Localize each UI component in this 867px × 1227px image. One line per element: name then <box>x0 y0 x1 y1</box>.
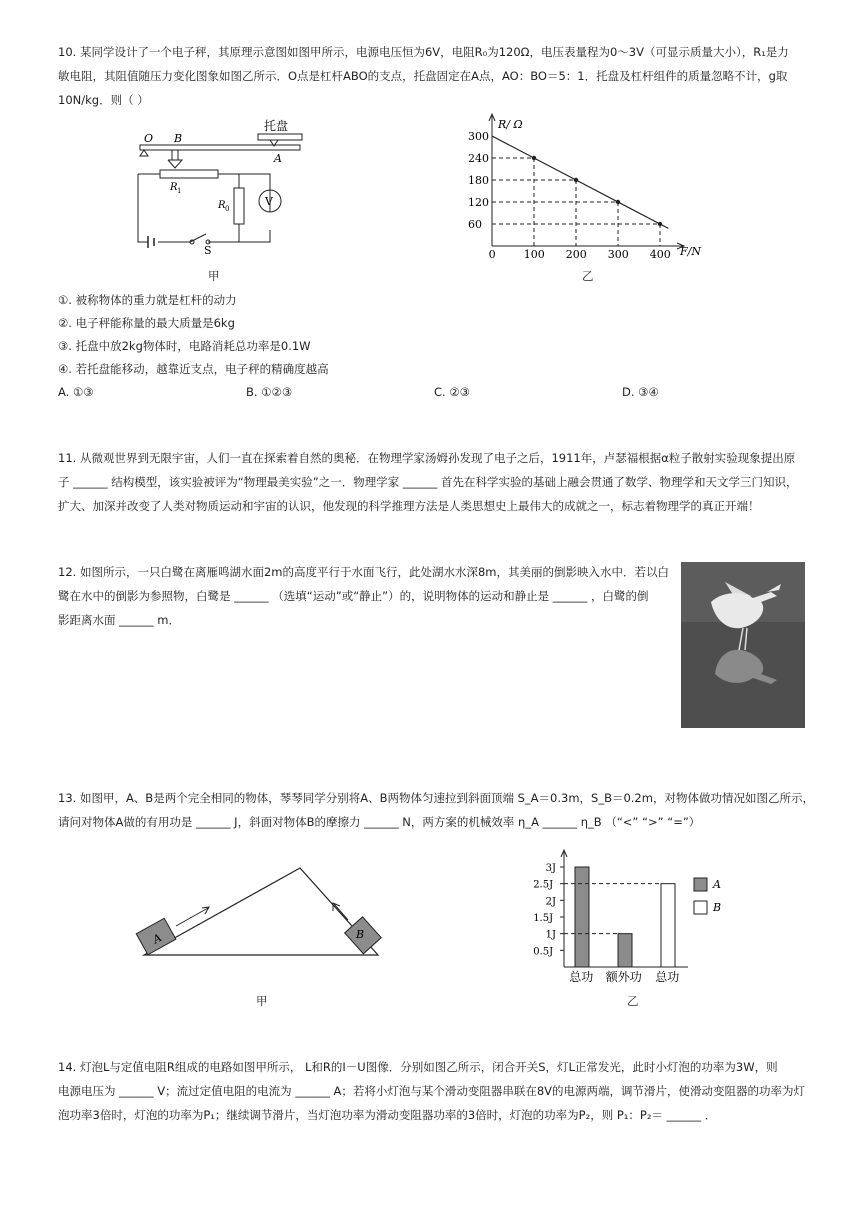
q13-incline-diagram <box>130 860 390 970</box>
label-a: A <box>274 152 282 165</box>
legend-swatch-a <box>694 878 707 891</box>
arrow-b <box>334 904 348 920</box>
bar <box>575 867 589 967</box>
x-tick-label: 额外功 <box>605 970 642 984</box>
label-r0: R <box>218 200 226 211</box>
q12-line-1: 12. 如图所示，一只白鹭在离雁鸣湖水面2m的高度平行于水面飞行，此处湖水水深8m，其美丽的倒影映入水中．若以白 <box>58 565 669 579</box>
data-point <box>532 156 536 160</box>
y-tick-label: 3J <box>545 863 556 874</box>
q10-statement-3: ③. 托盘中放2kg物体时，电路消耗总功率是0.1W <box>58 339 311 353</box>
tray-plate <box>258 134 302 140</box>
q14-line-2: 电源电压为 ______ V；流过定值电阻的电流为 ______ A；若将小灯泡与某个滑动变阻器串联在8V的电源两端，调节滑片，使滑动变阻器的功率为灯 <box>58 1084 806 1098</box>
y-tick-label: 1.5J <box>533 913 554 924</box>
data-point <box>658 222 662 226</box>
q10-fig-jia-caption: 甲 <box>208 269 220 283</box>
y-axis-label: R/ Ω <box>498 118 523 131</box>
y-tick-label: 180 <box>468 174 489 187</box>
q10-line-2: 敏电阻，其阻值随压力变化图象如图乙所示．O点是杠杆ABO的支点，托盘固定在A点，AO：BO＝5：1．托盘及杠杆组件的质量忽略不计，g取 <box>58 69 788 83</box>
q10-option-b[interactable]: B. ①②③ <box>246 385 293 399</box>
x-tick-label: 400 <box>649 248 671 261</box>
label-r1: R <box>170 182 178 193</box>
r0-resistor <box>234 188 244 224</box>
q10-statement-1: ①. 被称物体的重力就是杠杆的动力 <box>58 293 237 307</box>
series-line <box>492 136 668 228</box>
y-tick-label: 60 <box>468 218 482 231</box>
circuit-wires <box>138 170 270 242</box>
block-a-label: A <box>150 931 164 947</box>
x-tick-label: 总功 <box>655 970 680 984</box>
label-r1-sub: 1 <box>177 187 182 195</box>
q11-line-3: 扩大、加深并改变了人类对物质运动和宇宙的认识，他发现的科学推理方法是人类思想史上最伟大的成就之一，标志着物理学的真正开端！ <box>58 499 760 513</box>
switch-blade <box>190 234 206 242</box>
q11-line-1: 11. 从微观世界到无限宇宙，人们一直在探索着自然的奥秘．在物理学家汤姆孙发现了电子之后，1911年，卢瑟福根据α粒子散射实验现象提出原 <box>58 451 796 465</box>
label-r0-sub: 0 <box>225 205 230 213</box>
q10-option-c[interactable]: C. ②③ <box>434 385 470 399</box>
guide-line <box>492 224 660 246</box>
q13-fig-yi-caption: 乙 <box>627 994 639 1008</box>
data-point <box>574 178 578 182</box>
legend-swatch-b <box>694 901 707 914</box>
label-voltmeter: V <box>265 195 273 208</box>
q10-line-3: 10N/kg．则（ ） <box>58 93 149 107</box>
q13-work-chart <box>520 850 760 990</box>
label-tray: 托盘 <box>264 119 289 133</box>
q10-option-a[interactable]: A. ①③ <box>58 385 94 399</box>
label-b: B <box>174 132 183 145</box>
pivot-triangle <box>140 150 148 156</box>
egret-photo <box>681 562 805 728</box>
y-tick-label: 2J <box>545 896 556 908</box>
q12-line-3: 影距离水面 ______ m． <box>58 613 181 627</box>
q14-line-1: 14. 灯泡L与定值电阻R组成的电路如图甲所示， L和R的I－U图像．分别如图乙所示，闭合开关S，灯L正常发光，此时小灯泡的功率为3W，则 <box>58 1060 778 1074</box>
block-b-label: B <box>356 928 365 941</box>
q10-statement-4: ④. 若托盘能移动，越靠近支点，电子秤的精确度越高 <box>58 362 329 376</box>
bar <box>618 934 632 967</box>
q10-fig-yi-caption: 乙 <box>582 269 594 283</box>
egret-illustration <box>681 562 805 728</box>
q10-circuit-diagram <box>130 112 310 272</box>
data-point <box>616 200 620 204</box>
lever-bar <box>140 145 300 150</box>
bar <box>661 884 675 967</box>
x-tick-label: 200 <box>565 248 587 261</box>
q13-line-2: 请问对物体A做的有用功是 ______ J，斜面对物体B的摩擦力 ______ N，两方案的机械效率 η_A ______ η_B （“<” “>” “=”） <box>58 815 701 829</box>
y-tick-label: 2.5J <box>533 879 554 891</box>
x-axis-label: F/N <box>680 245 701 258</box>
q10-option-d[interactable]: D. ③④ <box>622 385 659 399</box>
arrow-a <box>176 908 208 926</box>
x-tick-label: 0 <box>488 248 496 261</box>
press-arrow <box>168 150 182 168</box>
y-tick-label: 1J <box>545 929 556 941</box>
legend-label-b: B <box>713 901 722 914</box>
x-tick-label: 100 <box>523 248 545 261</box>
q13-line-1: 13. 如图甲，A、B是两个完全相同的物体，琴琴同学分别将A、B两物体匀速拉到斜面顶端 S_A＝0.3m，S_B＝0.2m，对物体做功情况如图乙所示， <box>58 791 814 805</box>
label-o: O <box>144 132 154 145</box>
q14-line-3: 泡功率3倍时，灯泡的功率为P₁；继续调节滑片，当灯泡功率为滑动变阻器功率的3倍时，灯泡的功率为P₂，则 P₁：P₂＝ ______ ． <box>58 1108 717 1122</box>
q11-line-2: 子 ______ 结构模型，该实验被评为“物理最美实验”之一．物理学家 ______ 首先在科学实验的基础上融会贯通了数学、物理学和天文学三门知识， <box>58 475 798 489</box>
y-tick-label: 120 <box>468 196 489 209</box>
q10-statement-2: ②. 电子秤能称量的最大质量是6kg <box>58 316 235 330</box>
q10-line-1: 10. 某同学设计了一个电子秤，其原理示意图如图甲所示，电源电压恒为6V，电阻R₀为120Ω，电压表量程为0～3V（可显示质量大小），R₁是力 <box>58 45 789 59</box>
label-switch: S <box>204 244 212 257</box>
x-tick-label: 总功 <box>569 970 594 984</box>
y-tick-label: 300 <box>468 130 489 143</box>
r1-resistor <box>160 170 218 178</box>
y-tick-label: 240 <box>468 152 489 165</box>
q13-fig-jia-caption: 甲 <box>256 994 268 1008</box>
legend-label-a: A <box>713 878 721 891</box>
y-tick-label: 0.5J <box>533 946 554 958</box>
q12-line-2: 鹭在水中的倒影为参照物，白鹭是 ______ （选填“运动”或“静止”）的，说明物体的运动和静止是 ______ ，白鹭的倒 <box>58 589 649 603</box>
x-tick-label: 300 <box>607 248 629 261</box>
q10-rf-graph <box>460 112 720 272</box>
y-axis <box>561 850 567 967</box>
battery-symbol <box>148 236 154 248</box>
incline-triangle <box>144 868 378 955</box>
